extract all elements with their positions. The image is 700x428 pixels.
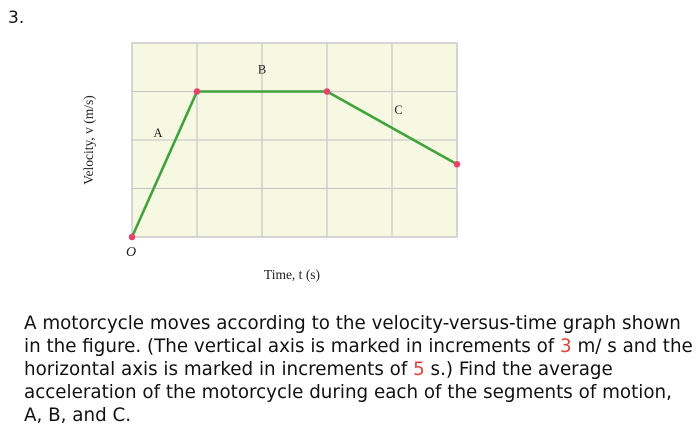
data-point: [129, 234, 136, 241]
problem-text-part1: A motorcycle moves according to the velocity-versus-time graph shown in the figure. (The vertical axis is marked in increments of: [24, 313, 681, 357]
segment-label-a: A: [153, 125, 163, 140]
origin-label: O: [126, 245, 137, 260]
data-point: [194, 88, 201, 95]
problem-text-part2: m/ s and the horizontal axis is marked in increments of: [24, 336, 693, 380]
x-axis-label: Time, t (s): [263, 267, 321, 282]
data-point: [324, 88, 331, 95]
problem-statement: [24, 312, 696, 427]
problem-text-part3: s.) Find the average acceleration of the motorcycle during each of the segments of motion, A, B, and C.: [24, 359, 672, 426]
segment-label-b: B: [257, 62, 267, 77]
data-point: [454, 161, 461, 168]
time-increment-value: 5: [413, 359, 425, 380]
y-axis-label: Velocity, v (m/s): [81, 95, 96, 185]
segment-label-c: C: [394, 103, 403, 118]
velocity-increment-value: 3: [560, 336, 572, 357]
question-number: 3.: [8, 8, 25, 28]
